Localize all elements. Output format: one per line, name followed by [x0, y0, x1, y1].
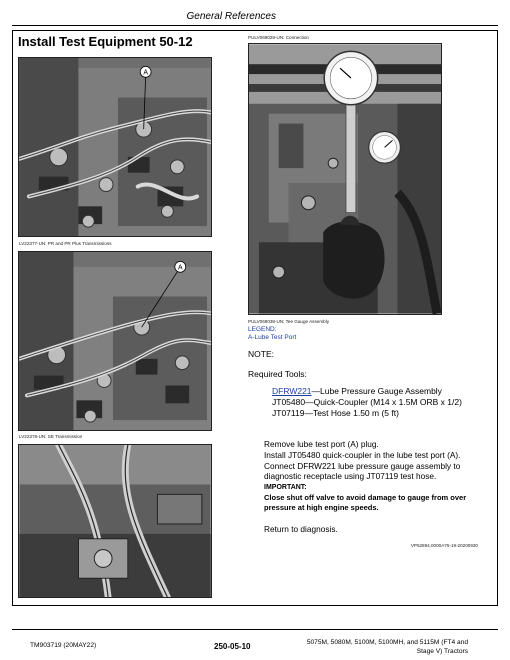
footer-tm-number: TM903719 (20MAY22)	[30, 642, 97, 649]
tool-dfrw221	[272, 386, 442, 396]
photo-gauge-connection	[248, 43, 442, 315]
section-title: Install Test Equipment 50-12	[18, 34, 193, 49]
callout-a-pr: A	[143, 69, 148, 77]
note-label: NOTE:	[248, 349, 274, 359]
step-install-coupler: Install JT05480 quick-coupler in the lube test port (A).	[264, 450, 461, 460]
tool-desc-jt05480: —Quick-Coupler (M14 x 1.5M ORB x 1/2)	[305, 397, 462, 407]
required-tools-label: Required Tools:	[248, 369, 307, 379]
legend-label: LEGEND:	[248, 326, 277, 333]
tool-desc-jt07119: —Test Hose 1.50 m (5 ft)	[304, 408, 399, 418]
step-connect-gauge: Connect DFRW221 lube pressure gauge assembly to	[264, 461, 461, 471]
important-line-1: Close shut off valve to avoid damage to gauge from over	[264, 493, 467, 502]
footer-model-list: 5075M, 5080M, 5100M, 5100MH, and 5115M (FT4 and Stage V) Tractors	[306, 639, 468, 655]
header-title: General References	[186, 11, 276, 22]
photo-se-transmission	[18, 251, 212, 431]
photo-pr-transmission	[18, 57, 212, 237]
important-heading: IMPORTANT:	[264, 484, 307, 491]
page-header	[12, 8, 498, 26]
footer-page-number: 250-05-10	[214, 642, 251, 651]
tool-link-dfrw221[interactable]: DFRW221	[272, 386, 312, 396]
important-line-2: pressure at high engine speeds.	[264, 503, 379, 512]
tool-code-jt07119: JT07119	[272, 408, 305, 418]
tool-desc-dfrw221: —Lube Pressure Gauge Assembly	[311, 386, 442, 396]
caption-tee-gauge: PULV069038-UN: Tee Gauge Assembly	[248, 319, 330, 324]
caption-connection: PULV069029-UN: Connection	[248, 35, 309, 40]
caption-se-transmission: LV22378-UN: SE Transmission	[19, 434, 83, 439]
return-to-diagnosis: Return to diagnosis.	[264, 524, 338, 534]
photo-hose-connection	[18, 444, 212, 598]
step-remove-plug: Remove lube test port (A) plug.	[264, 439, 379, 449]
callout-a-se: A	[177, 264, 183, 272]
tool-code-jt05480: JT05480	[272, 397, 306, 407]
tool-jt05480	[272, 397, 462, 407]
tool-jt07119	[272, 408, 399, 418]
doc-id: VP52894,0000A75-19-20200930	[410, 543, 478, 548]
legend-item-a: A-Lube Test Port	[248, 334, 297, 341]
step-connect-gauge-cont: diagnostic receptacle using JT07119 test hose.	[264, 471, 437, 481]
page-footer	[12, 629, 498, 630]
caption-pr-transmission: LV22377-UN: PR and PR Plus Transmissions	[19, 241, 112, 246]
